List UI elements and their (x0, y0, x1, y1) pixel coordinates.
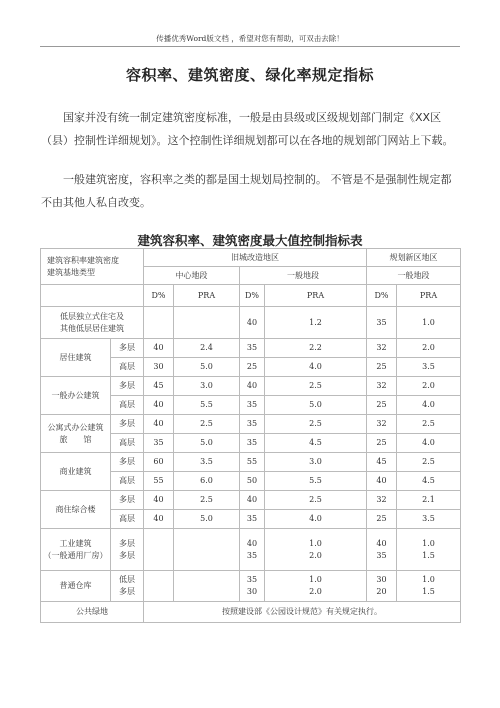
table-row (41, 377, 461, 396)
table-cell: 2.0 (397, 377, 461, 396)
table-cell: 4.0 (397, 396, 461, 415)
table-cell: 40 (144, 339, 174, 358)
table-cell: 2.5 (265, 415, 367, 434)
cell-line: 1.5 (422, 550, 435, 560)
document-title: 容积率、建筑密度、绿化率规定指标 (125, 66, 374, 84)
table-cell: 2.4 (174, 339, 240, 358)
sub-label: 多层 (111, 377, 144, 396)
cell-line: 35 (246, 575, 258, 584)
table-cell: 4.0 (265, 358, 367, 377)
table-row (41, 529, 461, 571)
cell-line: 1.0 (309, 575, 322, 584)
table-cell: 30 (144, 358, 174, 377)
cell-line: 2.0 (309, 550, 322, 560)
sub-label: 多层 (111, 415, 144, 434)
table-cell (174, 529, 240, 571)
cell-line: 35 (376, 550, 387, 560)
sub-label: 多层 (111, 339, 144, 358)
general-section-header: 一般地段 (240, 267, 367, 285)
table-cell: 35 (240, 415, 265, 434)
table-cell: 55 (144, 472, 174, 491)
d-header: D% (240, 285, 265, 307)
table-cell: 45 (367, 453, 397, 472)
table-cell: 35 (240, 510, 265, 529)
table-cell: 2.5 (174, 491, 240, 510)
sub-label (111, 529, 144, 571)
table-cell: 5.0 (174, 510, 240, 529)
table-cell: 40 (144, 396, 174, 415)
table-cell: 50 (240, 472, 265, 491)
table-header-row-3 (41, 285, 461, 307)
table-cell (397, 571, 461, 602)
table-cell: 2.5 (265, 377, 367, 396)
sub-label: 多层 (111, 453, 144, 472)
table-cell: 3.5 (174, 453, 240, 472)
sub-label: 高层 (111, 396, 144, 415)
table-cell (174, 571, 240, 602)
table-cell: 5.0 (174, 358, 240, 377)
cell-line: 20 (376, 587, 387, 596)
table-cell: 55 (240, 453, 265, 472)
table-cell: 60 (144, 453, 174, 472)
table-cell: 25 (367, 510, 397, 529)
cell-line: 1.5 (422, 587, 435, 596)
group-label: 商住综合楼 (41, 491, 111, 529)
sub-label-line: 多层 (119, 538, 135, 548)
table-cell: 40 (144, 415, 174, 434)
table-cell: 35 (240, 396, 265, 415)
sub-label (111, 571, 144, 602)
table-cell (144, 307, 174, 339)
cell-line: 1.0 (422, 538, 435, 548)
table-cell: 2.5 (397, 415, 461, 434)
table-row (41, 491, 461, 510)
table-cell (265, 529, 367, 571)
center-section-header: 中心地段 (144, 267, 240, 285)
table-cell: 5.5 (174, 396, 240, 415)
table-cell (367, 529, 397, 571)
table-cell: 35 (367, 307, 397, 339)
control-indicator-table (40, 248, 461, 623)
table-cell: 25 (367, 358, 397, 377)
d-header: D% (144, 285, 174, 307)
table-cell: 25 (240, 358, 265, 377)
table-cell: 32 (367, 377, 397, 396)
table-cell: 40 (240, 491, 265, 510)
table-cell: 35 (240, 339, 265, 358)
d-header: D% (367, 285, 397, 307)
table-cell: 4.5 (397, 472, 461, 491)
table-cell: 2.5 (174, 415, 240, 434)
cell-line: 40 (246, 538, 258, 548)
table-cell (397, 529, 461, 571)
group-label: 居住建筑 (41, 339, 111, 377)
row-label (41, 529, 111, 571)
cell-line: 30 (246, 587, 258, 596)
row-label-line: 其他低层居住建筑 (60, 323, 124, 333)
row-label-line: 工业建筑 (59, 538, 92, 548)
group-label-line: 公寓式办公建筑 (47, 422, 104, 432)
table-row (41, 571, 461, 602)
row-label-line: （一般通用厂房） (43, 550, 108, 560)
table-cell: 40 (367, 472, 397, 491)
table-cell: 32 (367, 415, 397, 434)
table-cell: 6.0 (174, 472, 240, 491)
table-cell (174, 307, 240, 339)
sub-label-line: 多层 (119, 587, 135, 596)
corner-header-cell (41, 249, 144, 285)
cell-line: 1.0 (309, 538, 322, 548)
header-note: 传播优秀Word版文档 ，希望对您有帮助，可双击去除！ (156, 34, 344, 43)
table-cell (144, 529, 174, 571)
table-cell: 5.0 (265, 396, 367, 415)
table-cell: 4.5 (265, 434, 367, 453)
table-row (41, 453, 461, 472)
table-cell (240, 529, 265, 571)
table-cell: 3.0 (265, 453, 367, 472)
paragraph-2: 一般建筑密度，容积率之类的都是国土规划局控制的。 不管是不是强制性规定都不由其他人私自改变。 (41, 173, 452, 209)
table-cell: 3.5 (397, 358, 461, 377)
table-cell: 25 (367, 434, 397, 453)
pra-header: PRA (397, 285, 461, 307)
pra-header: PRA (174, 285, 240, 307)
table-cell (367, 571, 397, 602)
cell-line: 1.0 (422, 575, 435, 584)
table-cell (265, 571, 367, 602)
sub-label: 高层 (111, 434, 144, 453)
corner-line-2: 建筑基地类型 (47, 267, 95, 277)
table-cell: 40 (144, 491, 174, 510)
table-cell: 1.0 (397, 307, 461, 339)
sub-label: 高层 (111, 472, 144, 491)
group-label-line: 旅 馆 (59, 434, 92, 444)
green-space-note: 按照建设部《公园设计规范》有关规定执行。 (144, 602, 461, 623)
table-row (41, 415, 461, 434)
group-label: 商业建筑 (41, 453, 111, 491)
table-cell: 3.5 (397, 510, 461, 529)
old-area-header: 旧城改造地区 (144, 249, 367, 267)
paragraph-1: 国家并没有统一制定建筑密度标准，一般是由县级或区级规划部门制定《XX区（县）控制性详细规划》。这个控制性详细规划都可以在各地的规划部门网站上下载。 (41, 111, 454, 147)
row-label (41, 307, 144, 339)
pra-header: PRA (265, 285, 367, 307)
table-cell: 1.2 (265, 307, 367, 339)
new-general-section-header: 一般地段 (367, 267, 461, 285)
group-label: 一般办公建筑 (41, 377, 111, 415)
table-cell: 5.5 (265, 472, 367, 491)
table-cell: 2.2 (265, 339, 367, 358)
empty-header-cell (41, 285, 144, 307)
table-cell: 25 (367, 396, 397, 415)
new-area-header: 规划新区地区 (367, 249, 461, 267)
table-cell: 3.0 (174, 377, 240, 396)
sub-label-line: 多层 (119, 550, 135, 560)
row-label-line: 低层独立式住宅及 (60, 311, 124, 321)
table-cell: 4.0 (265, 510, 367, 529)
table-cell: 45 (144, 377, 174, 396)
cell-line: 2.0 (309, 587, 322, 596)
corner-line-1: 建筑容积率建筑密度 (47, 255, 119, 265)
group-label (41, 415, 111, 453)
table-cell: 2.0 (397, 339, 461, 358)
table-row (41, 307, 461, 339)
table-cell: 35 (144, 434, 174, 453)
table-cell: 4.0 (397, 434, 461, 453)
table-cell: 5.0 (174, 434, 240, 453)
table-row (41, 339, 461, 358)
sub-label: 高层 (111, 358, 144, 377)
sub-label-line: 低层 (119, 575, 135, 584)
table-header-row-1 (41, 249, 461, 267)
cell-line: 35 (246, 550, 258, 560)
cell-line: 40 (376, 538, 387, 548)
sub-label: 多层 (111, 491, 144, 510)
table-cell: 40 (240, 377, 265, 396)
table-cell: 32 (367, 491, 397, 510)
table-cell (144, 571, 174, 602)
header-divider (40, 46, 460, 47)
table-cell: 2.5 (265, 491, 367, 510)
table-cell: 40 (240, 307, 265, 339)
table-title: 建筑容积率、建筑密度最大值控制指标表 (137, 233, 363, 248)
table-row (41, 602, 461, 623)
table-cell: 2.5 (397, 453, 461, 472)
table-cell: 32 (367, 339, 397, 358)
table-cell: 40 (144, 510, 174, 529)
table-cell (240, 571, 265, 602)
sub-label: 高层 (111, 510, 144, 529)
cell-line: 30 (376, 575, 387, 584)
table-cell: 2.1 (397, 491, 461, 510)
row-label: 普通仓库 (41, 571, 111, 602)
row-label: 公共绿地 (41, 602, 144, 623)
table-cell: 35 (240, 434, 265, 453)
